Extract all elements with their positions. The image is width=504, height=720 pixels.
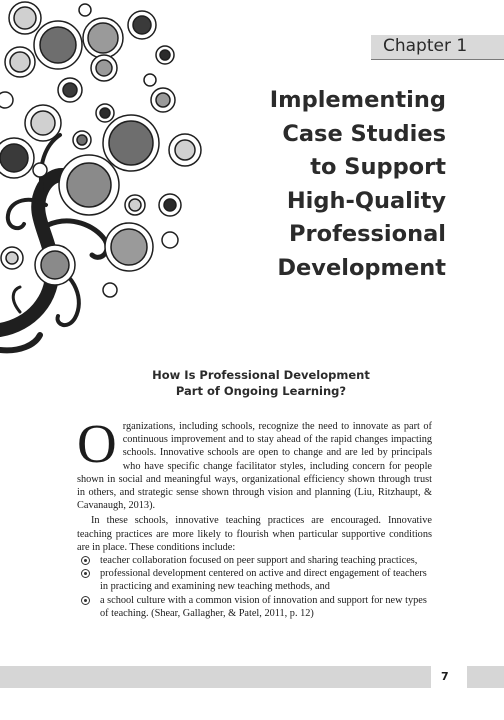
list-item-text: professional development centered on active and direct engagement of teachers in practicing and examining new teaching methods, and [100, 568, 427, 593]
title-line: Case Studies [282, 120, 446, 147]
title-line: High-Quality [286, 187, 446, 214]
body-text [77, 413, 432, 620]
circle-bullet-icon [81, 596, 90, 605]
section-heading-line: How Is Professional Development [152, 368, 370, 382]
paragraph-1-text: rganizations, including schools, recognize the need to innovate as part of continuous improvement and to stay ahead of the rapid changes impacting schools. Innovative schools are open to change and are led by principals who have specific change facilitator styles, including concern for people shown in social and meaningful ways, organizational efficiency shown through trust in others, and strategic sense shown through vision and planning (Liu, Ritzhaupt, & Cavanaugh, 2013). [77, 421, 432, 512]
page-number: 7 [441, 670, 449, 683]
paragraph-2: In these schools, innovative teaching practices are encouraged. Innovative teaching practices are more likely to flourish when particular supportive conditions are in place. These conditions include: [77, 515, 432, 553]
title-line: Professional [289, 221, 446, 247]
list-item-text: a school culture with a common vision of innovation and support for new types of teaching. (Shear, Gallagher, & Patel, 2011, p. 12) [100, 594, 427, 619]
conditions-list [77, 554, 432, 620]
list-item [100, 594, 432, 620]
circle-bullet-icon [81, 556, 90, 565]
circle-bullet-icon [81, 569, 90, 578]
footer-bar [0, 666, 504, 688]
chapter-label: Chapter 1 [383, 36, 468, 56]
title-line: to Support [310, 154, 446, 180]
title-line: Implementing [269, 87, 446, 113]
paragraph-1 [77, 413, 432, 512]
list-item [100, 567, 432, 593]
chapter-title [196, 84, 446, 285]
list-item-text: teacher collaboration focused on peer support and sharing teaching practices, [100, 555, 418, 567]
list-item [100, 554, 432, 567]
page-number-box [431, 665, 467, 689]
section-heading-line: Part of Ongoing Learning? [175, 384, 347, 398]
section-heading [140, 367, 382, 399]
title-line: Development [277, 254, 446, 281]
circle-tree-illustration-icon [0, 0, 225, 365]
drop-cap: O [77, 413, 117, 474]
